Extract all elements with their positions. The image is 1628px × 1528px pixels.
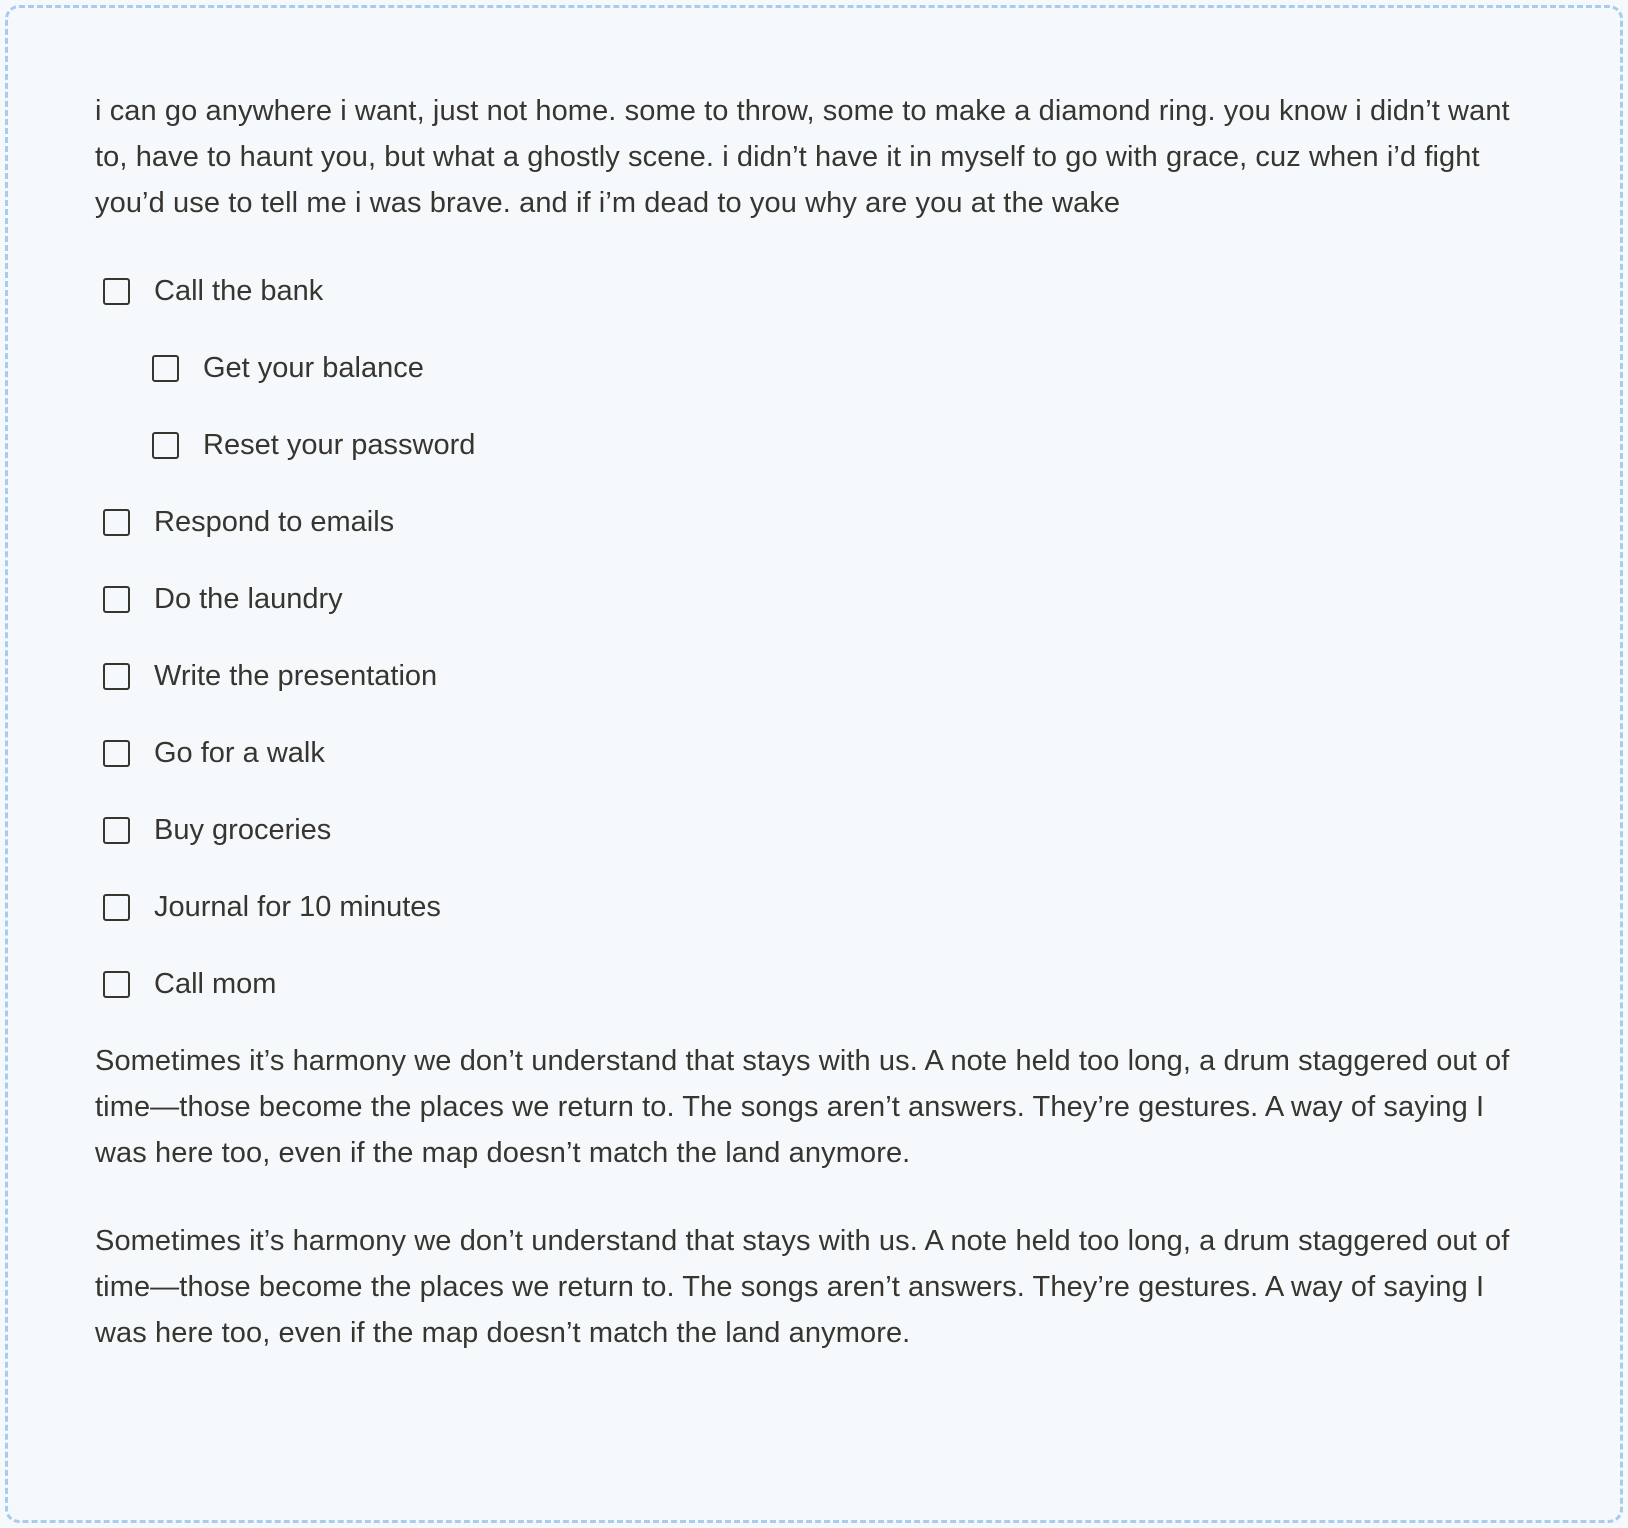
todo-item[interactable] [95,807,1533,853]
todo-item-label: Go for a walk [154,737,325,769]
todo-item-label: Get your balance [203,352,424,384]
todo-checkbox-icon[interactable] [103,740,130,767]
todo-item[interactable] [95,499,1533,545]
todo-checkbox-icon[interactable] [103,817,130,844]
todo-checkbox-icon[interactable] [103,586,130,613]
todo-item-label: Buy groceries [154,814,332,846]
intro-paragraph: i can go anywhere i want, just not home. some to throw, some to make a diamond ring. you know i didn’t want to, have to haunt you, but what a ghostly scene. i didn’t have it in myself to go with grace, cuz when i’d fight you’d use to tell me i was brave. and if i’m dead to you why are you at the wake [95,95,1510,219]
todo-item-label: Reset your password [203,429,476,461]
todo-item-label: Call mom [154,968,277,1000]
todo-item[interactable] [95,653,1533,699]
todo-checkbox-icon[interactable] [152,432,179,459]
todo-item[interactable] [95,961,1533,1007]
todo-item[interactable] [95,884,1533,930]
todo-checkbox-icon[interactable] [103,278,130,305]
todo-checkbox-icon[interactable] [152,355,179,382]
todo-item-label: Call the bank [154,275,324,307]
closing-paragraph-2: Sometimes it’s harmony we don’t understand that stays with us. A note held too long, a drum staggered out of time—those become the places we return to. The songs aren’t answers. They’re gestures. A way of saying I was here too, even if the map doesn’t match the land anymore. [95,1225,1510,1349]
todo-item[interactable] [95,268,1533,314]
todo-checkbox-icon[interactable] [103,663,130,690]
todo-checkbox-icon[interactable] [103,509,130,536]
todo-item-label: Do the laundry [154,583,343,615]
todo-checkbox-icon[interactable] [103,971,130,998]
todo-checkbox-icon[interactable] [103,894,130,921]
todo-item-label: Journal for 10 minutes [154,891,441,923]
todo-item-label: Respond to emails [154,506,395,538]
todo-list [95,268,1533,1007]
todo-item[interactable] [144,422,1533,468]
todo-item[interactable] [144,345,1533,391]
todo-item[interactable] [95,576,1533,622]
todo-item[interactable] [95,730,1533,776]
closing-paragraph-1: Sometimes it’s harmony we don’t understand that stays with us. A note held too long, a drum staggered out of time—those become the places we return to. The songs aren’t answers. They’re gestures. A way of saying I was here too, even if the map doesn’t match the land anymore. [95,1045,1510,1169]
closing-paragraphs [95,1038,1533,1356]
todo-item-label: Write the presentation [154,660,438,692]
